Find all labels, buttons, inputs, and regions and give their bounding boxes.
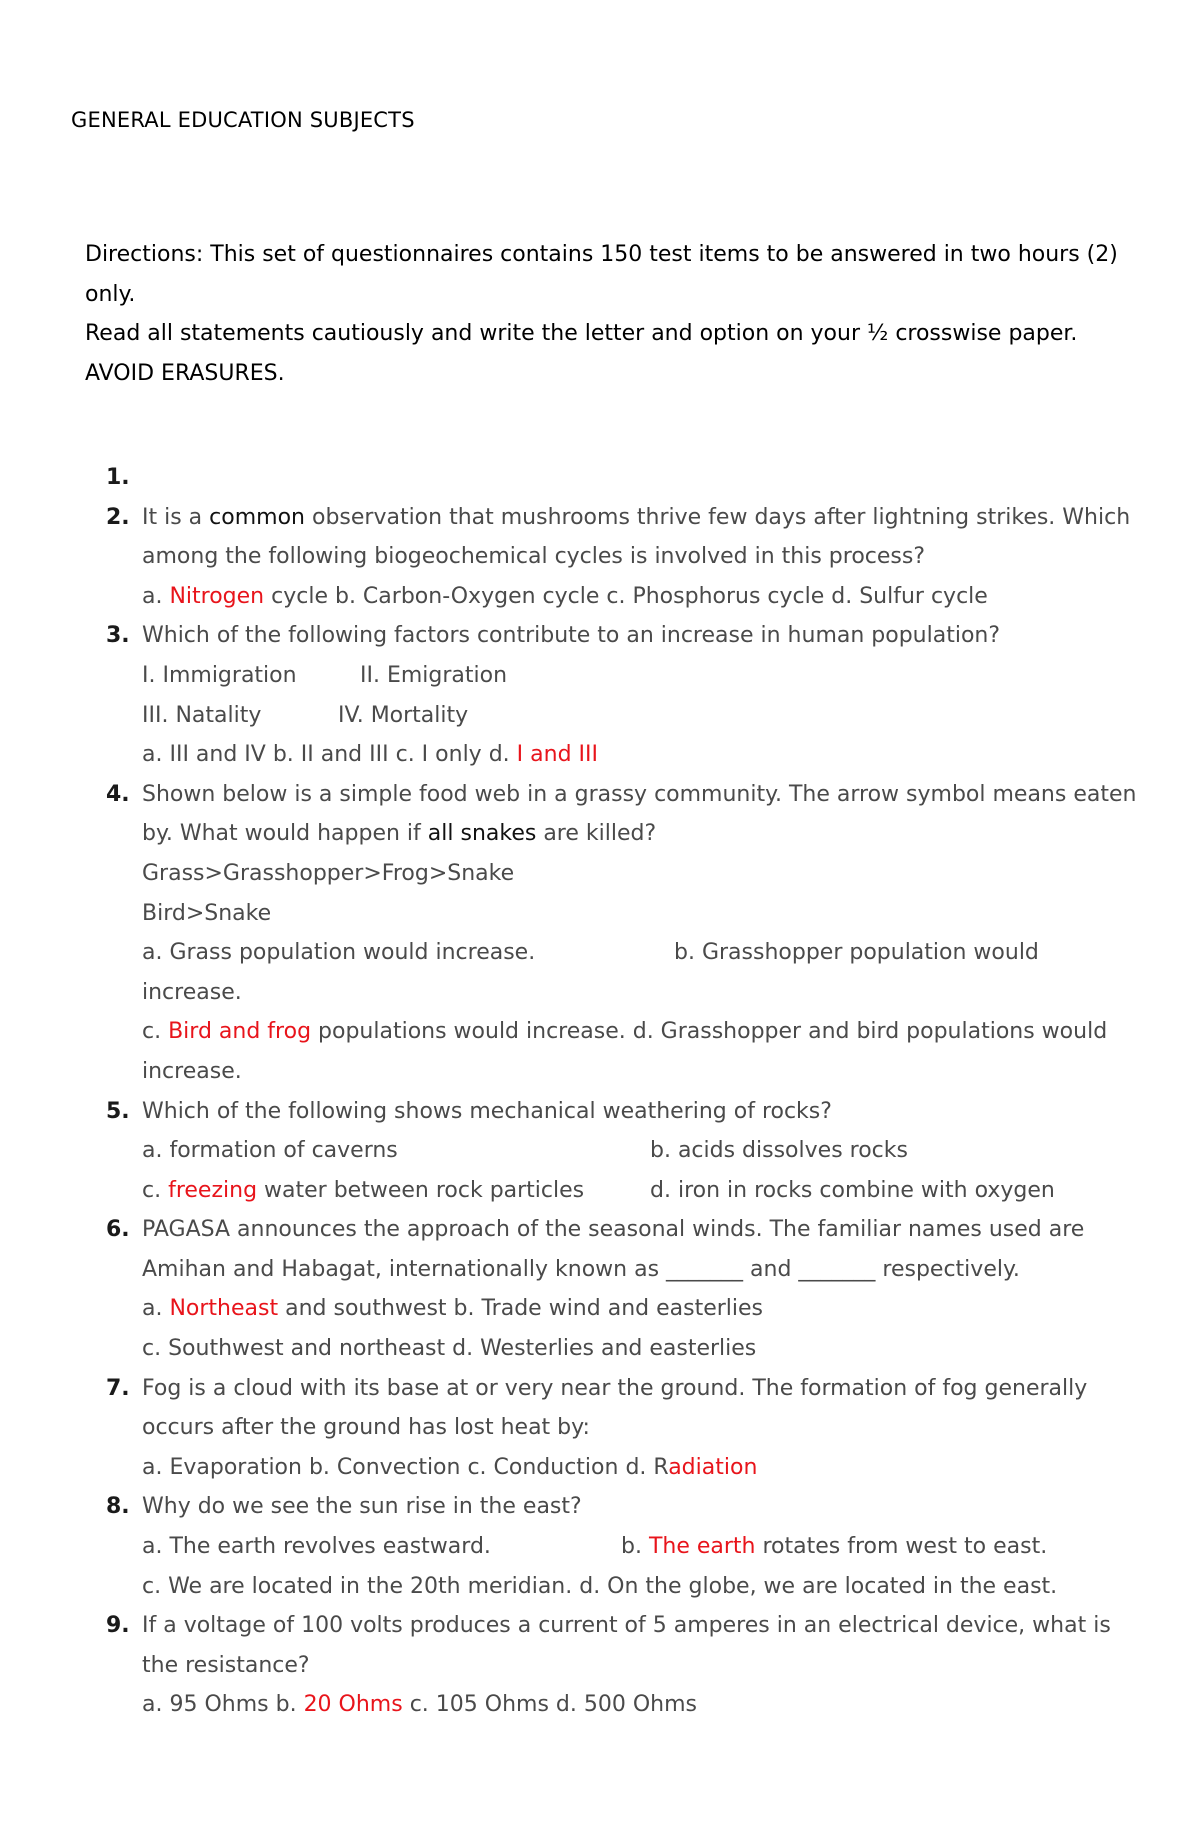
- factor-row: [142, 696, 1140, 736]
- highlighted-answer: Bird and frog: [168, 1019, 312, 1045]
- question-stem: Why do we see the sun rise in the east?: [142, 1494, 582, 1520]
- option-text: b. Grasshopper population would increase.: [142, 940, 1039, 1005]
- question-stem: Fog is a cloud with its base at or very near the ground. The formation of fog generally occurs after the ground has lost heat by:: [142, 1375, 1088, 1441]
- option-text: and southwest b. Trade wind and easterlies: [278, 1296, 764, 1322]
- option-text: a. III and IV b. II and III c. I only d.: [142, 742, 517, 768]
- question-stem: PAGASA announces the approach of the seasonal winds. The familiar names used are Amihan and Habagat, internationally known as _______ and _______ respectively.: [142, 1217, 1085, 1282]
- option-text: a. Evaporation b. Convection c. Conduction d. R: [142, 1454, 669, 1480]
- question-stem: [142, 775, 1140, 854]
- question-number: 7.: [106, 1375, 130, 1401]
- option-text: a. 95 Ohms b.: [142, 1692, 304, 1718]
- highlighted-answer: The earth: [648, 1534, 756, 1560]
- food-web-line: Bird>Snake: [142, 900, 272, 926]
- question-item: [0, 458, 1200, 498]
- question-number: 6.: [106, 1217, 130, 1243]
- answer-options: [142, 735, 1140, 775]
- stem-emphasis: all snakes: [427, 821, 537, 847]
- option-text: cycle b. Carbon-Oxygen cycle c. Phosphorus cycle d. Sulfur cycle: [264, 583, 988, 609]
- factor-row: [142, 656, 1140, 696]
- page-title: GENERAL EDUCATION SUBJECTS: [71, 108, 415, 132]
- answer-options: [142, 1527, 1140, 1567]
- directions-text: Directions: This set of questionnaires contains 150 test items to be answered in two hours (2) only.: [85, 242, 1118, 307]
- answer-options: [142, 1131, 1140, 1171]
- question-number: 8.: [106, 1494, 130, 1520]
- answer-options: c. We are located in the 20th meridian. d. On the globe, we are located in the east.: [142, 1573, 1058, 1599]
- question-stem: [142, 498, 1140, 577]
- question-list: [0, 458, 1200, 1725]
- highlighted-answer: Northeast: [169, 1296, 279, 1322]
- question-stem: Which of the following factors contribute to an increase in human population?: [142, 623, 1001, 649]
- question-number: 2.: [106, 504, 130, 530]
- question-item: [0, 775, 1200, 1092]
- answer-options: [142, 1448, 1140, 1488]
- option-letter: b.: [621, 1534, 649, 1560]
- option-text: c. 105 Ohms d. 500 Ohms: [402, 1692, 697, 1718]
- question-number: 4.: [106, 781, 130, 807]
- question-item: [0, 1487, 1200, 1606]
- answer-options: [142, 1685, 1140, 1725]
- answer-options: [142, 1289, 1140, 1329]
- answer-options: [142, 577, 1140, 617]
- stem-text: Shown below is a simple food web in a grassy community. The arrow symbol means eaten by. What would happen if: [142, 781, 1137, 847]
- option-text: d. iron in rocks combine with oxygen: [650, 1177, 1055, 1203]
- option-text: populations would increase. d. Grasshopper and bird populations would increase.: [142, 1019, 1108, 1084]
- option-letter: c.: [142, 1019, 169, 1045]
- answer-options: [142, 933, 1140, 1012]
- highlighted-answer: Nitrogen: [169, 583, 265, 609]
- question-number: 1.: [106, 465, 130, 490]
- option-letter: c.: [142, 1177, 169, 1203]
- option-text: a. Grass population would increase.: [142, 940, 536, 966]
- question-stem: Which of the following shows mechanical weathering of rocks?: [142, 1098, 832, 1124]
- answer-options: c. Southwest and northeast d. Westerlies and easterlies: [142, 1336, 757, 1362]
- option-text: b. acids dissolves rocks: [650, 1138, 908, 1164]
- factor-item: IV. Mortality: [338, 702, 469, 728]
- answer-options: [142, 1012, 1140, 1091]
- highlighted-answer: I and III: [516, 742, 598, 768]
- highlighted-answer: freezing: [168, 1177, 258, 1203]
- option-letter: a.: [142, 1296, 170, 1322]
- option-text: water between rock particles: [257, 1177, 585, 1203]
- highlighted-answer: adiation: [668, 1454, 758, 1480]
- factor-item: II. Emigration: [360, 662, 508, 688]
- directions-block: [85, 235, 1125, 393]
- question-item: [0, 1369, 1200, 1488]
- stem-text: It is a: [142, 504, 210, 530]
- question-number: 5.: [106, 1098, 130, 1124]
- question-item: [0, 1092, 1200, 1211]
- question-item: [0, 498, 1200, 617]
- question-item: [0, 616, 1200, 774]
- food-web-line: Grass>Grasshopper>Frog>Snake: [142, 860, 515, 886]
- option-letter: a.: [142, 583, 170, 609]
- stem-text: are killed?: [536, 821, 657, 847]
- question-number: 3.: [106, 623, 130, 649]
- option-text: a. The earth revolves eastward.: [142, 1534, 491, 1560]
- factor-item: I. Immigration: [142, 662, 297, 688]
- question-item: [0, 1210, 1200, 1368]
- answer-options: [142, 1171, 1140, 1211]
- option-text: rotates from west to east.: [755, 1534, 1048, 1560]
- highlighted-answer: 20 Ohms: [303, 1692, 403, 1718]
- question-number: 9.: [106, 1613, 130, 1639]
- question-item: [0, 1606, 1200, 1725]
- directions-instruction: Read all statements cautiously and write the letter and option on your ½ crosswise paper.: [85, 321, 1078, 346]
- factor-item: III. Natality: [142, 702, 262, 728]
- question-stem: If a voltage of 100 volts produces a current of 5 amperes in an electrical device, what is the resistance?: [142, 1613, 1111, 1678]
- stem-text: observation that mushrooms thrive few days after lightning strikes. Which among the following biogeochemical cycles is involved in this process?: [142, 504, 1131, 570]
- option-text: a. formation of caverns: [142, 1138, 398, 1164]
- stem-emphasis: common: [209, 504, 305, 530]
- directions-warning: AVOID ERASURES.: [85, 360, 285, 386]
